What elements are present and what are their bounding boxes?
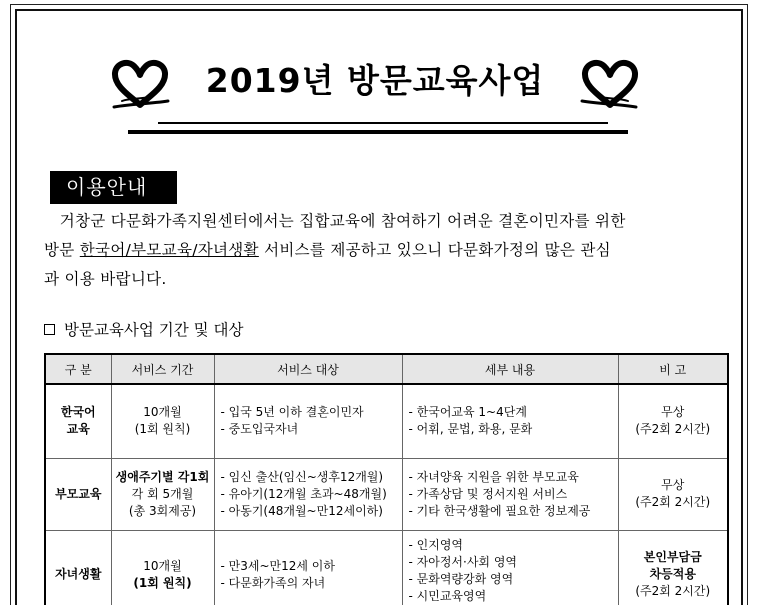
- page-title: 2019년 방문교육사업: [205, 61, 545, 100]
- note-cell: 본인부담금 차등적용 (주2회 2시간): [618, 530, 728, 605]
- table-row: [45, 384, 728, 458]
- table-row: [45, 458, 728, 530]
- targets-cell: - 입국 5년 이하 결혼이민자 - 중도입국자녀: [214, 384, 402, 458]
- targets-cell: - 만3세~만12세 이하 - 다문화가족의 자녀: [214, 530, 402, 605]
- intro-underlined-services: 한국어/부모교육/자녀생활: [79, 241, 259, 259]
- checkbox-square-icon: [44, 324, 55, 335]
- period-cell: 10개월 (1회 원칙): [111, 530, 214, 605]
- heart-icon-left: [110, 57, 170, 111]
- category-cell: 자녀생활: [45, 530, 111, 605]
- note-cell: 무상 (주2회 2시간): [618, 458, 728, 530]
- category-cell: 부모교육: [45, 458, 111, 530]
- intro-paragraph: [44, 207, 724, 294]
- title-underline-thin: [158, 122, 608, 124]
- sub-heading: 방문교육사업 기간 및 대상: [44, 318, 244, 342]
- intro-line-2: 방문 한국어/부모교육/자녀생활 서비스를 제공하고 있으니 다문화가정의 많은 관심: [44, 241, 611, 259]
- title-row: [110, 55, 640, 111]
- header-category: 구 분: [45, 354, 111, 384]
- details-cell: - 자녀양육 지원을 위한 부모교육 - 가족상담 및 정서지원 서비스 - 기타 한국생활에 필요한 정보제공: [402, 458, 618, 530]
- category-cell: 한국어 교육: [45, 384, 111, 458]
- header-note: 비 고: [618, 354, 728, 384]
- targets-cell: - 임신 출산(임신~생후12개월) - 유아기(12개월 초과~48개월) - 아동기(48개월~만12세이하): [214, 458, 402, 530]
- intro-line-3: 과 이용 바랍니다.: [44, 270, 167, 288]
- section-badge: 이용안내: [50, 171, 177, 204]
- table-header-row: [45, 354, 728, 384]
- header-targets: 서비스 대상: [214, 354, 402, 384]
- note-cell: 무상 (주2회 2시간): [618, 384, 728, 458]
- service-table: [44, 353, 729, 605]
- period-cell: 생애주기별 각1회 각 회 5개월 (총 3회제공): [111, 458, 214, 530]
- header-period: 서비스 기간: [111, 354, 214, 384]
- details-cell: - 인지영역 - 자아정서·사회 영역 - 문화역량강화 영역 - 시민교육영역: [402, 530, 618, 605]
- intro-line-1: 거창군 다문화가족지원센터에서는 집합교육에 참여하기 어려운 결혼이민자를 위한: [59, 212, 626, 230]
- period-cell: 10개월 (1회 원칙): [111, 384, 214, 458]
- title-underline-thick: [128, 130, 628, 134]
- details-cell: - 한국어교육 1~4단계 - 어휘, 문법, 화용, 문화: [402, 384, 618, 458]
- header-details: 세부 내용: [402, 354, 618, 384]
- heart-icon-right: [580, 57, 640, 111]
- table-row: [45, 530, 728, 605]
